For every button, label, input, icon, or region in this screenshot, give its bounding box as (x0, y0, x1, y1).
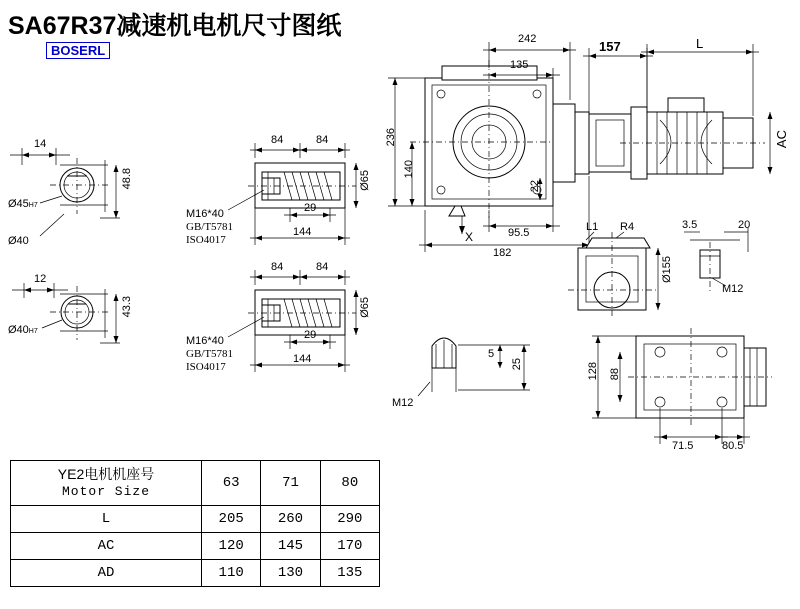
dim-71-5: 71.5 (672, 440, 694, 452)
dim-motor-length: L (696, 36, 704, 51)
row-l-value-1: 260 (261, 506, 320, 533)
dim-height-140: 140 (403, 160, 415, 179)
label-m12-right: M12 (722, 283, 744, 295)
dim-dia-155: Ø155 (661, 256, 673, 283)
row-ad-value-0: 110 (202, 560, 261, 587)
row-label-ac: AC (11, 533, 202, 560)
dim-shaft-bottom-a: 84 (271, 261, 284, 273)
motor-size-table (10, 460, 380, 587)
marker-x: X (465, 230, 474, 244)
dim-3-5: 3.5 (682, 219, 698, 231)
table-header-size-2: 80 (320, 461, 379, 506)
label-r4: R4 (620, 221, 635, 233)
dim-shaft-bottom-d: 144 (293, 353, 312, 365)
dim-bore-top: Ø45H7 (8, 198, 38, 210)
dim-height-bottom: 43.3 (121, 296, 133, 318)
row-ac-value-1: 145 (261, 533, 320, 560)
dim-height-top: 48.8 (121, 168, 133, 190)
dim-bore-top-tolerance: H7 (28, 202, 38, 209)
table-header-label (11, 461, 202, 506)
dim-80-5: 80.5 (722, 440, 744, 452)
row-label-l: L (11, 506, 202, 533)
table-header-size-1: 71 (261, 461, 320, 506)
row-l-value-0: 205 (202, 506, 261, 533)
table-row (11, 560, 380, 587)
dim-shaft-bottom-b: 84 (316, 261, 329, 273)
dim-inner-width: 135 (510, 59, 529, 71)
dim-key-width-top: 14 (34, 138, 47, 150)
table-header-size-0: 63 (202, 461, 261, 506)
row-ad-value-1: 130 (261, 560, 320, 587)
row-label-ad: AD (11, 560, 202, 587)
dim-overall-width: 242 (518, 33, 537, 45)
standard-gb-bottom: GB/T5781 (186, 348, 234, 360)
thread-spec-top: M16*40 (186, 208, 224, 220)
dim-shaft-top-d: 144 (293, 226, 312, 238)
label-l1: L1 (586, 221, 599, 233)
row-l-value-2: 290 (320, 506, 379, 533)
dim-20: 20 (738, 219, 751, 231)
standard-iso-top: ISO4017 (186, 234, 226, 246)
dim-key-width-bottom: 12 (34, 273, 47, 285)
standard-gb-top: GB/T5781 (186, 221, 234, 233)
dim-5: 5 (488, 348, 495, 360)
dim-182: 182 (493, 247, 512, 259)
brand-logo: BOSERL (46, 42, 110, 59)
table-header-en: Motor Size (61, 484, 150, 499)
dim-bore-bottom-tolerance: H7 (28, 328, 38, 335)
dim-95-5: 95.5 (508, 227, 530, 239)
row-ac-value-2: 170 (320, 533, 379, 560)
thread-spec-bottom: M16*40 (186, 335, 224, 347)
table-row (11, 533, 380, 560)
dim-height-236: 236 (385, 128, 397, 147)
table-header-row (11, 461, 380, 506)
dim-shaft-top-dia: Ø65 (359, 170, 371, 191)
dim-128: 128 (587, 362, 599, 381)
dim-88: 88 (609, 368, 621, 381)
dim-shaft-bottom-dia: Ø65 (359, 297, 371, 318)
label-m12-bottom: M12 (392, 397, 414, 409)
dim-shaft-top-c: 29 (304, 202, 317, 214)
dim-shaft-top-b: 84 (316, 134, 329, 146)
row-ad-value-2: 135 (320, 560, 379, 587)
table-header-zh: YE2电机机座号 (57, 466, 155, 482)
dim-bore-bottom: Ø40H7 (8, 324, 38, 336)
dim-ac: AC (774, 130, 789, 149)
standard-iso-bottom: ISO4017 (186, 361, 226, 373)
dim-outer-top: Ø40 (8, 235, 29, 247)
page-title: SA67R37减速机电机尺寸图纸 (8, 12, 342, 40)
dim-shaft-top-a: 84 (271, 134, 284, 146)
dim-motor-block: 157 (599, 39, 621, 54)
table-row (11, 506, 380, 533)
dim-22: 22 (529, 180, 541, 193)
row-ac-value-0: 120 (202, 533, 261, 560)
dim-25: 25 (511, 358, 523, 371)
dim-shaft-bottom-c: 29 (304, 329, 317, 341)
